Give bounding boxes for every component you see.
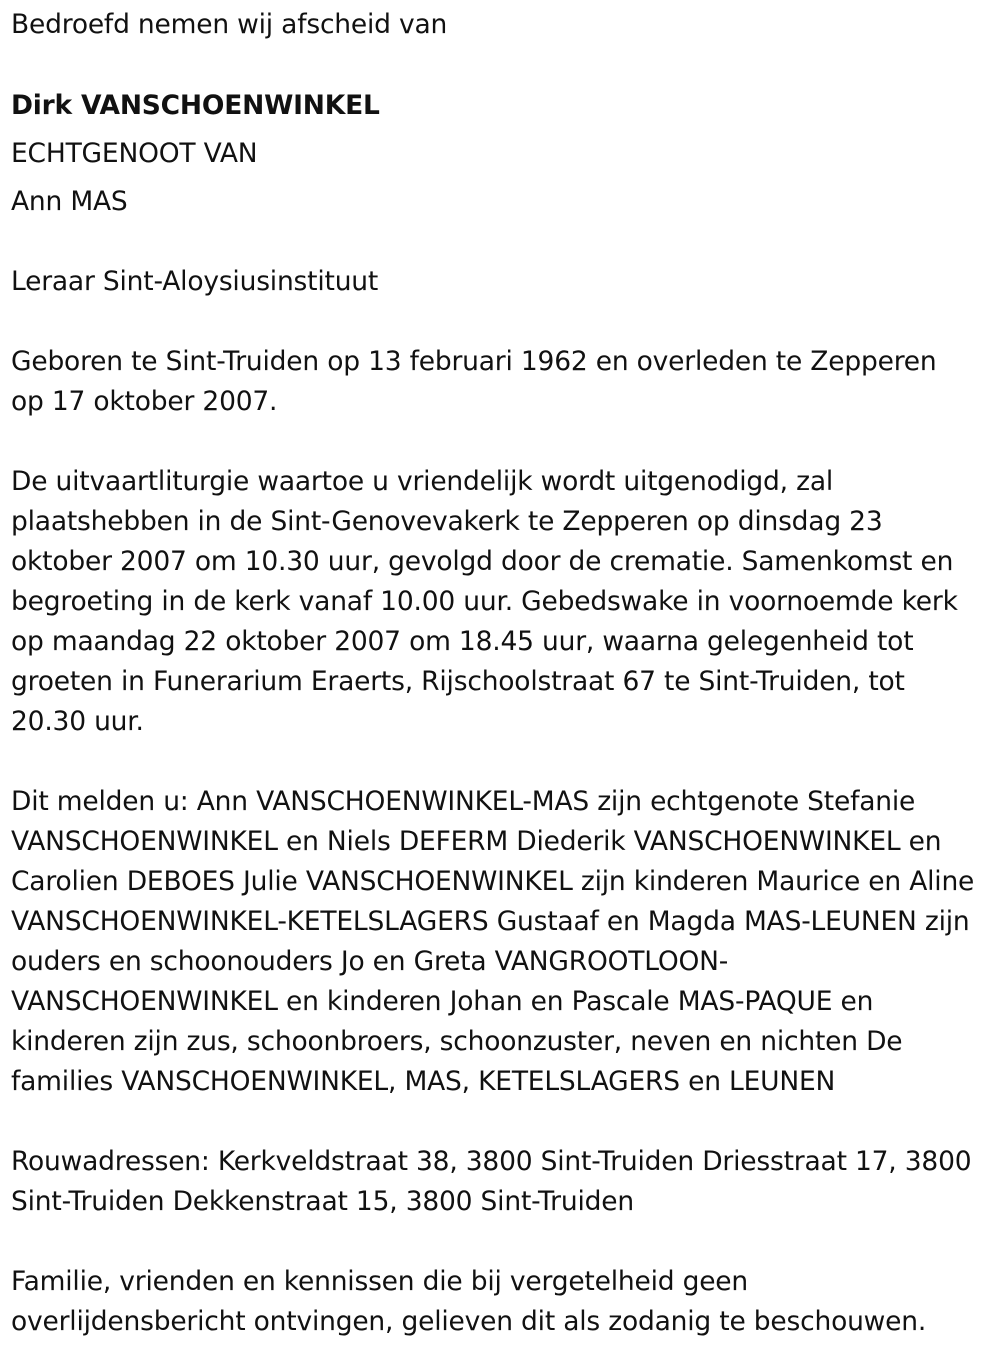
paragraph-line: Sint-Truiden Dekkenstraat 15, 3800 Sint-Truiden [11, 1186, 634, 1217]
paragraph-line: Rouwadressen: Kerkveldstraat 38, 3800 Sint-Truiden Driesstraat 17, 3800 [11, 1146, 972, 1177]
paragraph-line: oktober 2007 om 10.30 uur, gevolgd door de crematie. Samenkomst en [11, 546, 954, 577]
paragraph-line: Dit melden u: Ann VANSCHOENWINKEL-MAS zijn echtgenote Stefanie [11, 786, 916, 817]
paragraph-line: overlijdensbericht ontvingen, gelieven dit als zodanig te beschouwen. [11, 1306, 927, 1337]
birth-death-paragraph [11, 342, 996, 422]
spouse-name: Ann MAS [11, 186, 128, 217]
paragraph-line: families VANSCHOENWINKEL, MAS, KETELSLAGERS en LEUNEN [11, 1066, 836, 1097]
paragraph-line: Carolien DEBOES Julie VANSCHOENWINKEL zijn kinderen Maurice en Aline [11, 866, 975, 897]
occupation: Leraar Sint-Aloysiusinstituut [11, 266, 379, 297]
closing-paragraph [11, 1262, 996, 1342]
intro-line: Bedroefd nemen wij afscheid van [11, 9, 448, 40]
addresses-paragraph [11, 1142, 996, 1222]
paragraph-line: groeten in Funerarium Eraerts, Rijschoolstraat 67 te Sint-Truiden, tot [11, 666, 905, 697]
funeral-paragraph [11, 462, 996, 742]
paragraph-line: 20.30 uur. [11, 706, 144, 737]
paragraph-line: op 17 oktober 2007. [11, 386, 278, 417]
paragraph-line: ouders en schoonouders Jo en Greta VANGROOTLOON- [11, 946, 729, 977]
paragraph-line: Familie, vrienden en kennissen die bij vergetelheid geen [11, 1266, 749, 1297]
paragraph-line: kinderen zijn zus, schoonbroers, schoonzuster, neven en nichten De [11, 1026, 903, 1057]
paragraph-line: VANSCHOENWINKEL en kinderen Johan en Pascale MAS-PAQUE en [11, 986, 874, 1017]
deceased-name: Dirk VANSCHOENWINKEL [11, 90, 380, 121]
paragraph-line: De uitvaartliturgie waartoe u vriendelijk wordt uitgenodigd, zal [11, 466, 834, 497]
paragraph-line: VANSCHOENWINKEL-KETELSLAGERS Gustaaf en Magda MAS-LEUNEN zijn [11, 906, 970, 937]
paragraph-line: VANSCHOENWINKEL en Niels DEFERM Diederik VANSCHOENWINKEL en [11, 826, 942, 857]
paragraph-line: plaatshebben in de Sint-Genovevakerk te Zepperen op dinsdag 23 [11, 506, 883, 537]
spouse-label: ECHTGENOOT VAN [11, 138, 258, 169]
announcers-paragraph [11, 782, 996, 1102]
paragraph-line: op maandag 22 oktober 2007 om 18.45 uur, waarna gelegenheid tot [11, 626, 914, 657]
paragraph-line: begroeting in de kerk vanaf 10.00 uur. Gebedswake in voornoemde kerk [11, 586, 958, 617]
paragraph-line: Geboren te Sint-Truiden op 13 februari 1962 en overleden te Zepperen [11, 346, 937, 377]
